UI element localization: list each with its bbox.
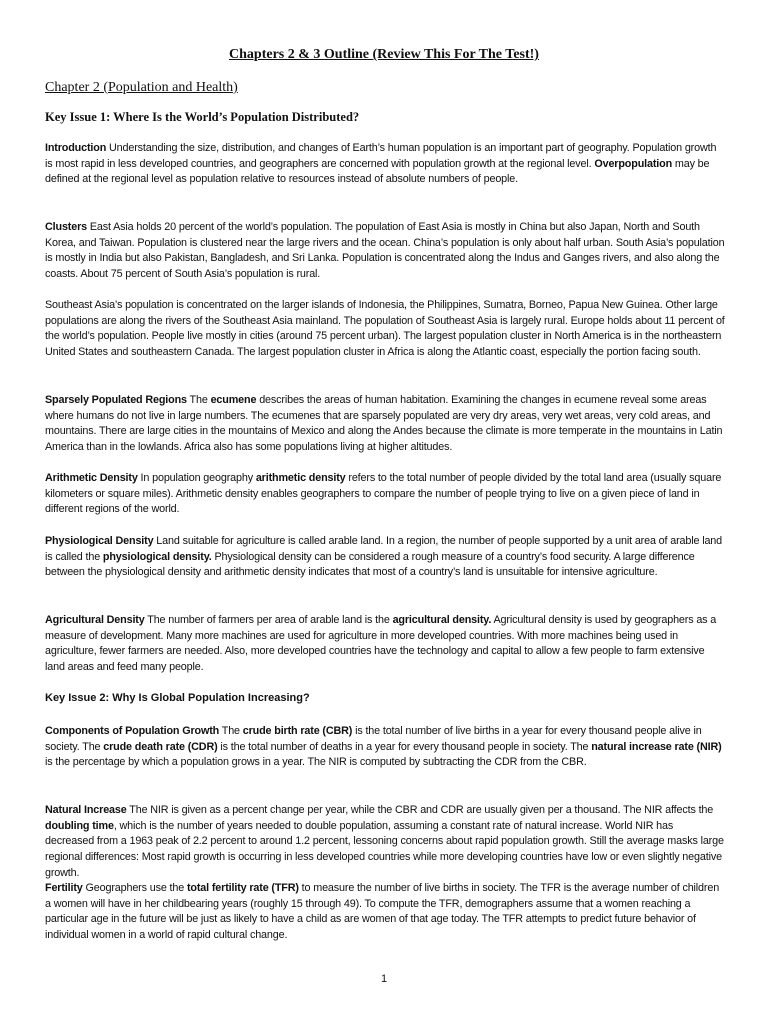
document-title: Chapters 2 & 3 Outline (Review This For The Test!): [229, 47, 539, 62]
paragraph-agricultural-density: Agricultural Density The number of farmers per area of arable land is the agricultural density. Agricultural density is used by geographers as a measure of development. Many more machines are used for agriculture in more developed countries. With more machines being used in agriculture, fewer farmers are needed. Also, more developed countries have the technology and capital to allow a few people to farm extensive land areas and feed many people.: [45, 614, 717, 674]
chapter-heading: Chapter 2 (Population and Health): [45, 80, 238, 95]
bold-term: agricultural density.: [392, 614, 492, 626]
bold-term: total fertility rate (TFR): [186, 882, 299, 894]
paragraph-sparsely-populated: Sparsely Populated Regions The ecumene describes the areas of human habitation. Examining the changes in ecumene reveal some areas where humans do not live in large numbers. The ecumenes that are sparsely populated are very dry areas, very wet areas, very cold areas, and mountains. There are large cities in the mountains of Mexico and along the Andes because the climate is more temperate in the mountains in Latin America than in the lowlands. Africa also has some populations living at higher altitudes.: [45, 394, 723, 454]
term-heading: Physiological Density: [45, 535, 154, 547]
paragraph-clusters: Clusters East Asia holds 20 percent of the world’s population. The population of East Asia is mostly in China but also Japan, North and South Korea, and Taiwan. Population is clustered near the large rivers and the ocean. China’s population is only about half urban. South Asia’s population is mostly in India but also Pakistan, Bangladesh, and Sri Lanka. Population is concentrated along the Indus and Ganges rivers, and also along the coasts. About 75 percent of South Asia’s population is rural.: [45, 221, 725, 281]
bold-term: physiological density.: [102, 550, 212, 563]
paragraph-natural-increase: Natural Increase The NIR is given as a percent change per year, while the CBR and CDR are usually given per a thousand. The NIR affects the doubling time, which is the number of years needed to double population, assuming a constant rate of natural increase. World NIR has decreased from a 1963 peak of 2.2 percent to around 1.2 percent, lessoning concerns about rapid population growth. Still the average masks large regional differences: Most rapid growth is occurring in less developed countries while more developing countries have low or even slightly negative growth.: [45, 804, 724, 879]
paragraph-southeast-asia: Southeast Asia’s population is concentrated on the larger islands of Indonesia, the Philippines, Sumatra, Borneo, Papua New Guinea. Other large populations are along the rivers of the Southeast Asia mainland. The population of Southeast Asia is largely rural. Europe holds about 11 percent of the world’s population. People live mostly in cities (around 75 percent urban). The largest population cluster in North America is in the northeastern United States and southeastern Canada. The largest population cluster in Africa is along the Atlantic coast, especially the portion facing south.: [45, 299, 725, 359]
term-heading: Introduction: [45, 142, 107, 154]
bold-term: crude birth rate (CBR): [242, 725, 353, 737]
term-heading: Arithmetic Density: [45, 472, 138, 484]
page-number: 1: [380, 973, 388, 985]
bold-term: crude death rate (CDR): [103, 740, 218, 753]
paragraph-introduction: Introduction Understanding the size, distribution, and changes of Earth’s human population is an important part of geography. Population growth is most rapid in less developed countries, and geographers are concerned with population growth at the regional level. Overpopulation may be defined at the regional level as population relative to resources instead of absolute numbers of people.: [45, 142, 717, 186]
bold-term: natural increase rate (NIR): [591, 740, 722, 753]
key-issue-2-heading: Key Issue 2: Why Is Global Population Increasing?: [45, 692, 310, 704]
term-heading: Fertility: [45, 882, 83, 894]
paragraph-fertility: Fertility Geographers use the total fertility rate (TFR) to measure the number of live births in society. The TFR is the average number of children a women will have in her childbearing years (roughly 15 through 49). To compute the TFR, demographers assume that a women reaching a particular age in the future will be just as likely to have a child as are women of that age today. The TFR attempts to predict future behavior of individual women in a world of rapid cultural change.: [45, 882, 720, 942]
paragraph-physiological-density: Physiological Density Land suitable for agriculture is called arable land. In a region, the number of people supported by a unit area of arable land is called the physiological density. Physiological density can be considered a rough measure of a country’s food security. A large difference between the physiological density and arithmetic density indicates that most of a country’s land is unsuitable for intensive agriculture.: [45, 535, 723, 579]
paragraph-arithmetic-density: Arithmetic Density In population geography arithmetic density refers to the total number of people divided by the total land area (usually square kilometers or square miles). Arithmetic density enables geographers to compare the number of people trying to live on a given piece of land in different regions of the world.: [45, 472, 722, 516]
bold-term: doubling time: [45, 819, 114, 832]
bold-term: arithmetic density: [255, 472, 346, 484]
bold-term: ecumene: [210, 394, 257, 406]
term-heading: Components of Population Growth: [45, 725, 220, 737]
term-heading: Sparsely Populated Regions: [45, 394, 187, 406]
term-heading: Natural Increase: [45, 804, 127, 816]
bold-term: Overpopulation: [594, 157, 673, 170]
paragraph-components-of-growth: Components of Population Growth The crude birth rate (CBR) is the total number of live births in a year for every thousand people alive in society. The crude death rate (CDR) is the total number of deaths in a year for every thousand people in society. The natural increase rate (NIR) is the percentage by which a population grows in a year. The NIR is computed by subtracting the CDR from the CBR.: [45, 725, 722, 769]
key-issue-1-heading: Key Issue 1: Where Is the World’s Population Distributed?: [45, 110, 360, 124]
term-heading: Agricultural Density: [45, 614, 145, 626]
term-heading: Clusters: [45, 221, 88, 233]
